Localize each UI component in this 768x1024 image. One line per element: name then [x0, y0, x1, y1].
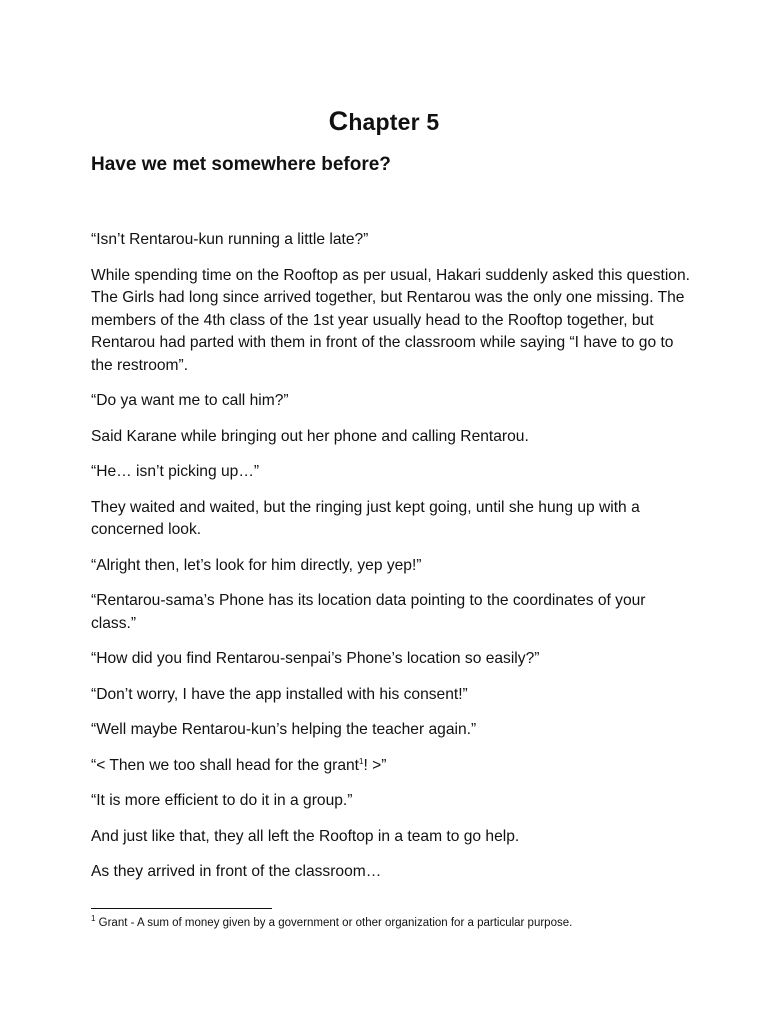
footnote-marker: 1	[91, 914, 96, 924]
paragraph-6: They waited and waited, but the ringing just kept going, until she hung up with a concerned look.	[91, 498, 640, 538]
footnote-text: Grant - A sum of money given by a government or other organization for a particular purpose.	[95, 917, 573, 929]
paragraph-7: “Alright then, let’s look for him directly, yep yep!”	[91, 556, 422, 574]
footnote-separator	[91, 908, 272, 909]
paragraph-4: Said Karane while bringing out her phone and calling Rentarou.	[91, 427, 529, 445]
paragraph-2: While spending time on the Rooftop as per usual, Hakari suddenly asked this question. The Girls had long since arrived together, but Rentarou was the only one missing. The members of the 4th class of the 1st year usually head to the Rooftop together, but Rentarou had parted with them in front of the classroom while saying “I have to go to the restroom”.	[91, 266, 690, 374]
paragraph-8: “Rentarou-sama’s Phone has its location data pointing to the coordinates of your class.”	[91, 592, 646, 632]
chapter-title-rest: hapter 5	[348, 109, 440, 135]
paragraph-11: “Well maybe Rentarou-kun’s helping the teacher again.”	[91, 721, 477, 738]
paragraph-5: “He… isn’t picking up…”	[91, 463, 260, 480]
chapter-title-initial: C	[328, 106, 349, 136]
chapter-body	[91, 229, 691, 897]
paragraph-1: “Isn’t Rentarou-kun running a little late?”	[91, 231, 369, 248]
paragraph-9: “How did you find Rentarou-senpai’s Phone’s location so easily?”	[91, 650, 540, 667]
paragraph-3: “Do ya want me to call him?”	[91, 392, 289, 409]
grant-line-after: ! >”	[363, 756, 387, 774]
paragraph-grant	[91, 755, 691, 778]
paragraph-13: “It is more efficient to do it in a group.”	[91, 792, 353, 809]
paragraph-15: As they arrived in front of the classroom…	[91, 863, 382, 880]
grant-line-before: “< Then we too shall head for the grant	[91, 756, 360, 774]
paragraph-14: And just like that, they all left the Rooftop in a team to go help.	[91, 827, 520, 845]
footnote-reference[interactable]: 1	[359, 756, 364, 766]
chapter-title	[0, 106, 768, 137]
paragraph-10: “Don’t worry, I have the app installed with his consent!”	[91, 685, 468, 703]
chapter-subtitle: Have we met somewhere before?	[91, 154, 391, 175]
footnote	[91, 915, 572, 931]
